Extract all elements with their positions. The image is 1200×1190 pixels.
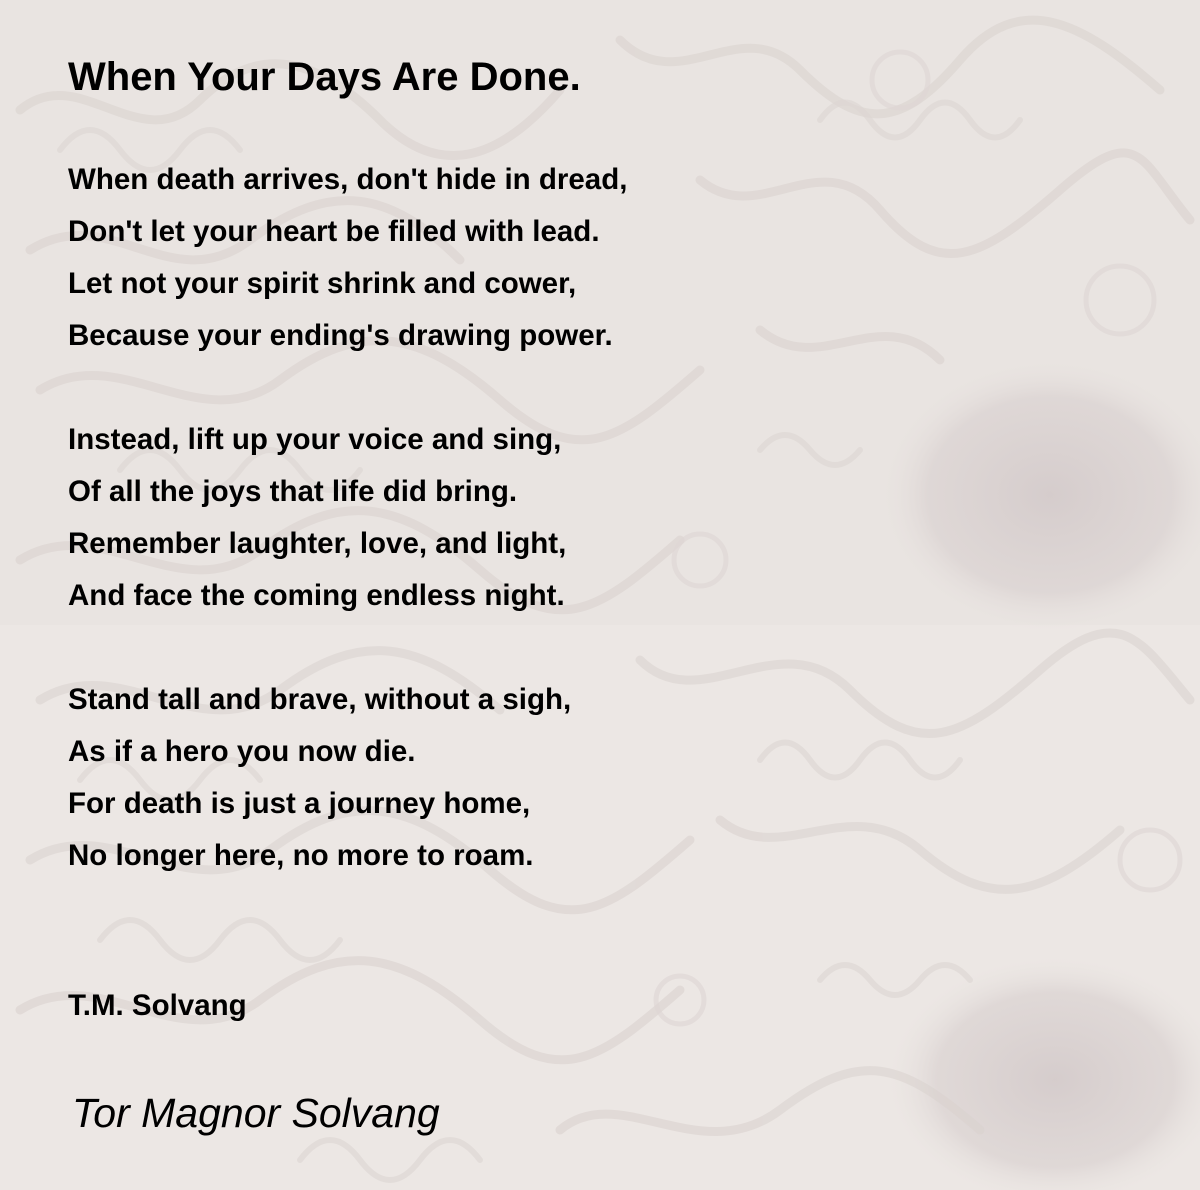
stanza-2 <box>68 414 566 622</box>
author-short-name: T.M. Solvang <box>68 989 247 1022</box>
poem-line: Stand tall and brave, without a sigh, <box>68 683 572 716</box>
poem-line: When death arrives, don't hide in dread, <box>68 163 628 196</box>
poem-line: Remember laughter, love, and light, <box>68 527 567 560</box>
poem-line: Instead, lift up your voice and sing, <box>68 423 562 456</box>
poem-line: No longer here, no more to roam. <box>68 839 534 872</box>
stanza-1 <box>68 154 627 362</box>
poem-line: Don't let your heart be filled with lead. <box>68 215 600 248</box>
poem-line: As if a hero you now die. <box>68 735 416 768</box>
poem-line: For death is just a journey home, <box>68 787 531 820</box>
stanza-3 <box>68 674 571 882</box>
poem-line: Because your ending's drawing power. <box>68 319 613 352</box>
poem-line: And face the coming endless night. <box>68 579 565 612</box>
poem-line: Of all the joys that life did bring. <box>68 475 518 508</box>
poem-title: When Your Days Are Done. <box>68 55 581 99</box>
author-full-name: Tor Magnor Solvang <box>72 1090 440 1136</box>
poem-line: Let not your spirit shrink and cower, <box>68 267 577 300</box>
